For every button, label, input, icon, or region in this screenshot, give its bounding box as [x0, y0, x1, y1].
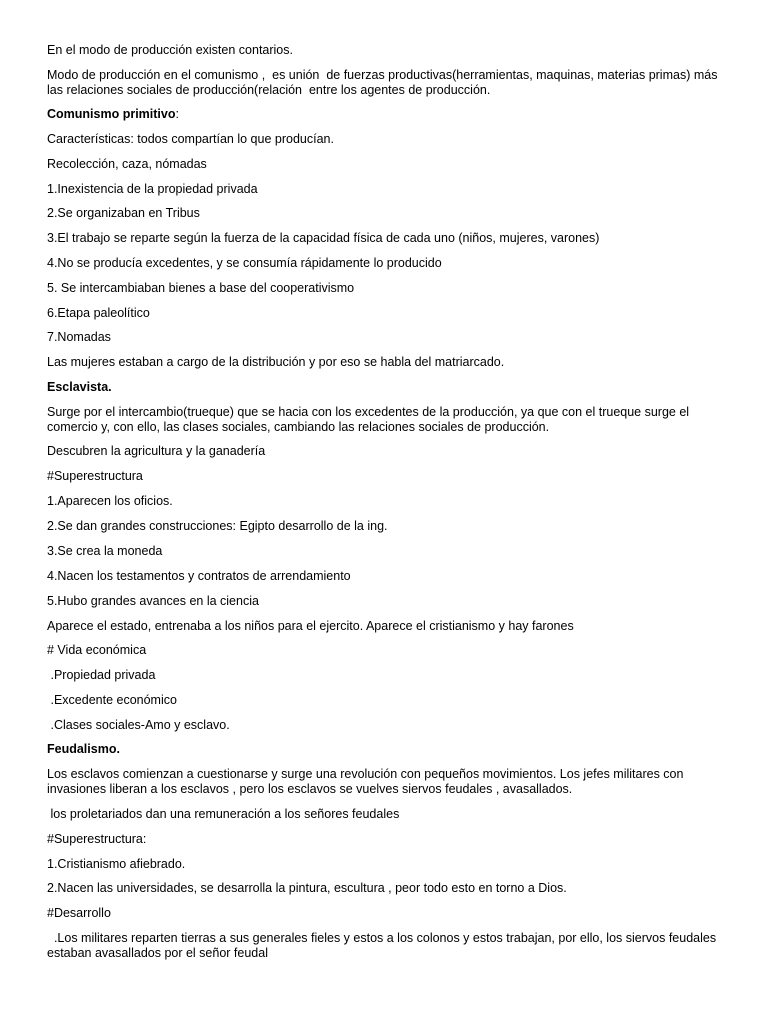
section-heading [47, 107, 723, 122]
heading-suffix: : [175, 107, 179, 121]
list-item: .Propiedad privada [47, 668, 156, 682]
paragraph: Recolección, caza, nómadas [47, 157, 207, 171]
list-item: 5. Se intercambiaban bienes a base del cooperativismo [47, 281, 355, 295]
section-heading: Esclavista. [47, 380, 112, 394]
list-item: .Clases sociales-Amo y esclavo. [47, 718, 230, 732]
list-item: 1.Inexistencia de la propiedad privada [47, 182, 258, 196]
paragraph: Surge por el intercambio(trueque) que se hacia con los excedentes de la producción, ya que con el trueque surge el comercio y, con ello, las clases sociales, cambiando las relaciones sociales de producción. [47, 405, 693, 434]
list-item: 4.No se producía excedentes, y se consumía rápidamente lo producido [47, 256, 442, 270]
list-item: 7.Nomadas [47, 330, 111, 344]
heading-text: Comunismo primitivo [47, 107, 176, 121]
subheading: #Desarrollo [47, 906, 111, 920]
list-item: 3.Se crea la moneda [47, 544, 163, 558]
paragraph: Descubren la agricultura y la ganadería [47, 444, 266, 458]
list-item: 1.Cristianismo afiebrado. [47, 857, 186, 871]
list-item: 1.Aparecen los oficios. [47, 494, 173, 508]
paragraph: Aparece el estado, entrenaba a los niños para el ejercito. Aparece el cristianismo y hay farones [47, 619, 574, 633]
paragraph: Características: todos compartían lo que producían. [47, 132, 334, 146]
paragraph: Modo de producción en el comunismo , es unión de fuerzas productivas(herramientas, maquinas, materias primas) más las relaciones sociales de producción(relación entre los agentes de producción. [47, 68, 721, 97]
list-item: 2.Nacen las universidades, se desarrolla la pintura, escultura , peor todo esto en torno a Dios. [47, 881, 567, 895]
list-item: 6.Etapa paleolítico [47, 306, 150, 320]
subheading: #Superestructura: [47, 832, 147, 846]
list-item: 4.Nacen los testamentos y contratos de arrendamiento [47, 569, 351, 583]
paragraph: los proletariados dan una remuneración a los señores feudales [47, 807, 400, 821]
list-item: 2.Se organizaban en Tribus [47, 206, 200, 220]
paragraph: .Los militares reparten tierras a sus generales fieles y estos a los colonos y estos trabajan, por ello, los siervos feudales estaban avasallados por el señor feudal [47, 931, 720, 960]
paragraph: Los esclavos comienzan a cuestionarse y surge una revolución con pequeños movimientos. Los jefes militares con invasiones liberan a los esclavos , pero los esclavos se vuelves siervos feudales , avasallados. [47, 767, 687, 796]
list-item: 3.El trabajo se reparte según la fuerza de la capacidad física de cada uno (niños, mujeres, varones) [47, 231, 600, 245]
list-item: 5.Hubo grandes avances en la ciencia [47, 594, 259, 608]
subheading: #Superestructura [47, 469, 143, 483]
list-item: .Excedente económico [47, 693, 177, 707]
paragraph: En el modo de producción existen contarios. [47, 43, 293, 57]
list-item: 2.Se dan grandes construcciones: Egipto desarrollo de la ing. [47, 519, 388, 533]
subheading: # Vida económica [47, 643, 147, 657]
paragraph: Las mujeres estaban a cargo de la distribución y por eso se habla del matriarcado. [47, 355, 505, 369]
section-heading: Feudalismo. [47, 742, 120, 756]
